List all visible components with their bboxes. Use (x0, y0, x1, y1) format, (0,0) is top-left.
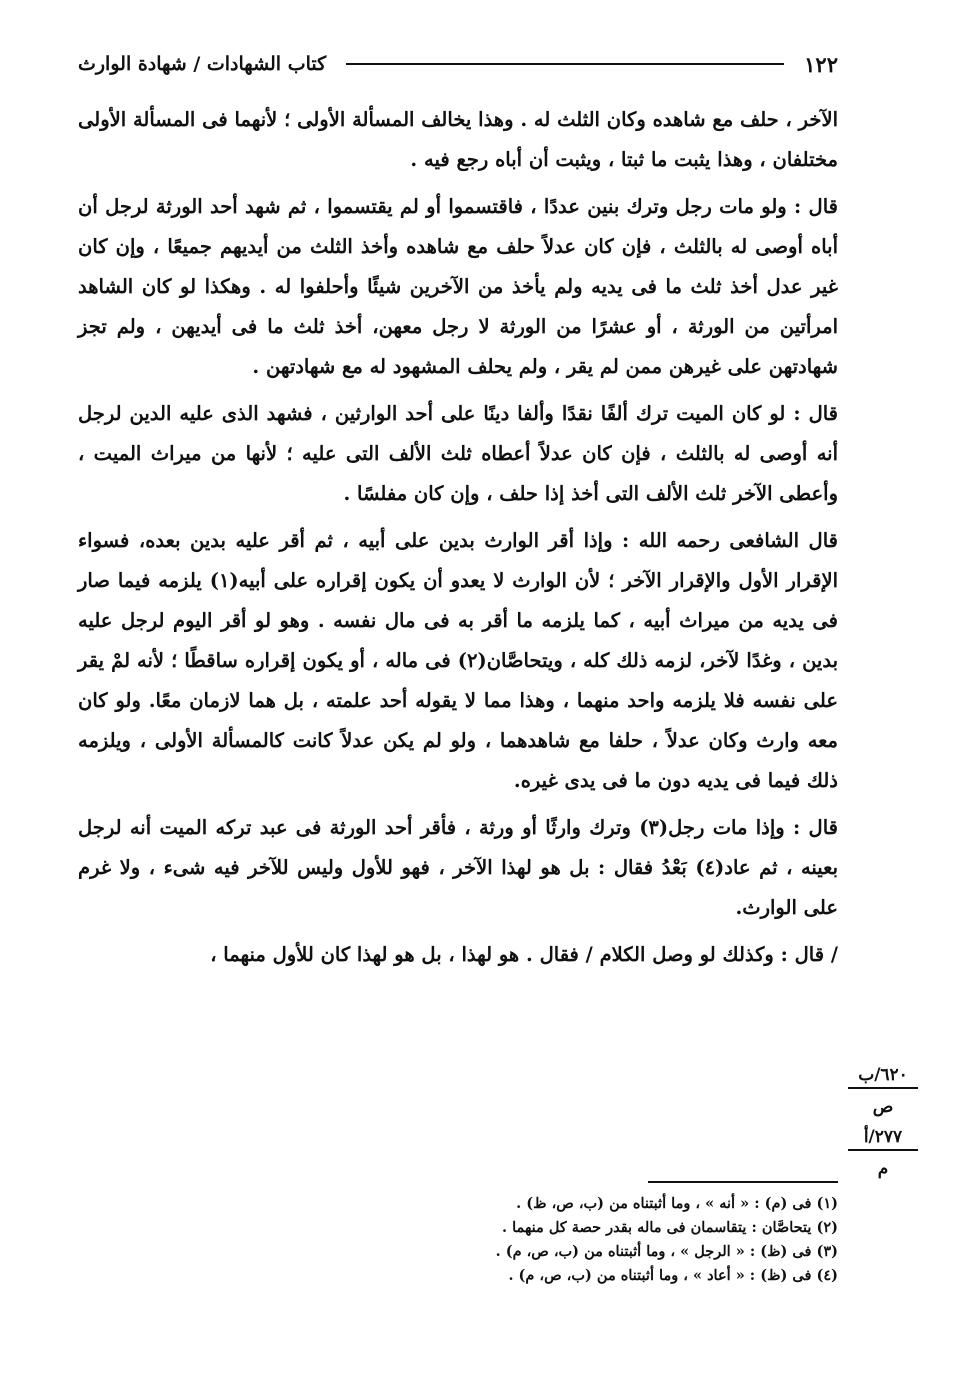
header-rule (346, 63, 784, 65)
page-header (78, 44, 838, 84)
paragraph (78, 935, 838, 975)
reference-label: ص (872, 1097, 894, 1117)
footnotes (398, 1192, 838, 1288)
footnote: (٤) فى (ظ) : « أعاد » ، وما أثبتناه من (ب، ص، م) . (508, 1267, 838, 1284)
paragraph (78, 521, 838, 801)
paragraph (78, 187, 838, 387)
page-number: ١٢٢ (804, 51, 838, 77)
paragraph-text: الآخر ، حلف مع شاهده وكان الثلث له . وهذا يخالف المسألة الأولى ؛ لأنهما فى المسألة الأولى مختلفان ، وهذا يثبت ما ثبتا ، ويثبت أن أباه رجع فيه . (78, 108, 838, 171)
paragraph-text: رحمه الله : وإذا أقر الوارث بدين على أبيه ، ثم أقر عليه بدين بعده، فسواء الإقرار الأول والإقرار الآخر ؛ لأن الوارث لا يعدو أن يكون إقراره على أبيه(١) يلزمه فيما صار فى يديه من ميراث أبيه ، كما يلزمه ما أقر به فى مال نفسه . وهو لو أقر اليوم لرجل عليه بدين ، وغدًا لآخر، لزمه ذلك كله ، ويتحاصَّان(٢) فى ماله ، أو يكون إقراره ساقطًا ؛ لأنه لمْ يقر على نفسه فلا يلزمه واحد منهما ، وهذا مما لا يقوله أحد علمته ، بل هما لازمان معًا. ولو كان معه وارث وكان عدلاً ، حلفا مع شاهدهما ، ولو لم يكن عدلاً كانت كالمسألة الأولى ، ويلزمه ذلك فيما فى يديه دون ما فى يدى غيره. (78, 529, 838, 792)
paragraph (78, 808, 838, 928)
running-title: كتاب الشهادات / شهادة الوارث (78, 53, 327, 75)
reference-letter: م (877, 1159, 889, 1179)
reference-page: ٢٧٧/أ (848, 1125, 918, 1151)
margin-notes (848, 1063, 918, 1181)
paragraph-text: وكذلك لو وصل الكلام / فقال . هو لهذا ، بل هو لهذا كان للأول منهما ، (210, 943, 774, 966)
paragraph (78, 100, 838, 180)
paragraph-lead: قال الشافعى (729, 529, 838, 552)
paragraph-text: وإذا مات رجل(٣) وترك وارثًا أو ورثة ، فأقر أحد الورثة فى عبد تركه الميت أنه لرجل بعينه ، ثم عاد(٤) بَعْدُ فقال : بل هو لهذا الآخر ، فهو للأول وليس للآخر فيه شىء ، ولا غرم على الوارث. (78, 816, 838, 919)
paragraph-lead: قال : (793, 402, 838, 425)
paragraph-lead: قال : (794, 195, 838, 218)
footnote: (٣) فى (ظ) : « الرجل » ، وما أثبتناه من (ب، ص، م) . (495, 1243, 838, 1260)
paragraph-lead: قال : (793, 816, 838, 839)
footnote: (٢) يتحاصَّان : يتقاسمان فى ماله بقدر حصة كل منهما . (502, 1219, 838, 1236)
paragraph (78, 394, 838, 514)
paragraph-lead: / قال : (780, 943, 838, 966)
main-text (78, 100, 838, 975)
footnote: (١) فى (م) : « أنه » ، وما أثبتناه من (ب، ص، ظ) . (516, 1195, 838, 1212)
paragraph-text: لو كان الميت ترك ألفًا نقدًا وألفا دينًا على أحد الوارثين ، فشهد الذى عليه الدين لرجل أنه أوصى له بالثلث ، فإن كان عدلاً أعطاه ثلث الألف التى عليه ؛ لأنها من ميراث الميت ، وأعطى الآخر ثلث الألف التى أخذ إذا حلف ، وإن كان مفلسًا . (78, 402, 838, 505)
paragraph-text: ولو مات رجل وترك بنين عددًا ، فاقتسموا أو لم يقتسموا ، ثم شهد أحد الورثة لرجل أن أباه أوصى له بالثلث ، فإن كان عدلاً حلف مع شاهده وأخذ الثلث من أيديهم جميعًا ، وإن كان غير عدل أخذ ثلث ما فى يديه ولم يأخذ من الآخرين شيئًا وأحلفوا له . وهكذا لو كان الشاهد امرأتين من الورثة ، أو عشرًا من الورثة لا رجل معهن، أخذ ثلث ما فى أيديهن ، ولم تجز شهادتهن على غيرهن ممن لم يقر ، ولم يحلف المشهود له مع شهادتهن . (78, 195, 838, 378)
footnote-rule (648, 1181, 838, 1183)
folio-marker: ٦٢٠/ب (848, 1063, 918, 1089)
